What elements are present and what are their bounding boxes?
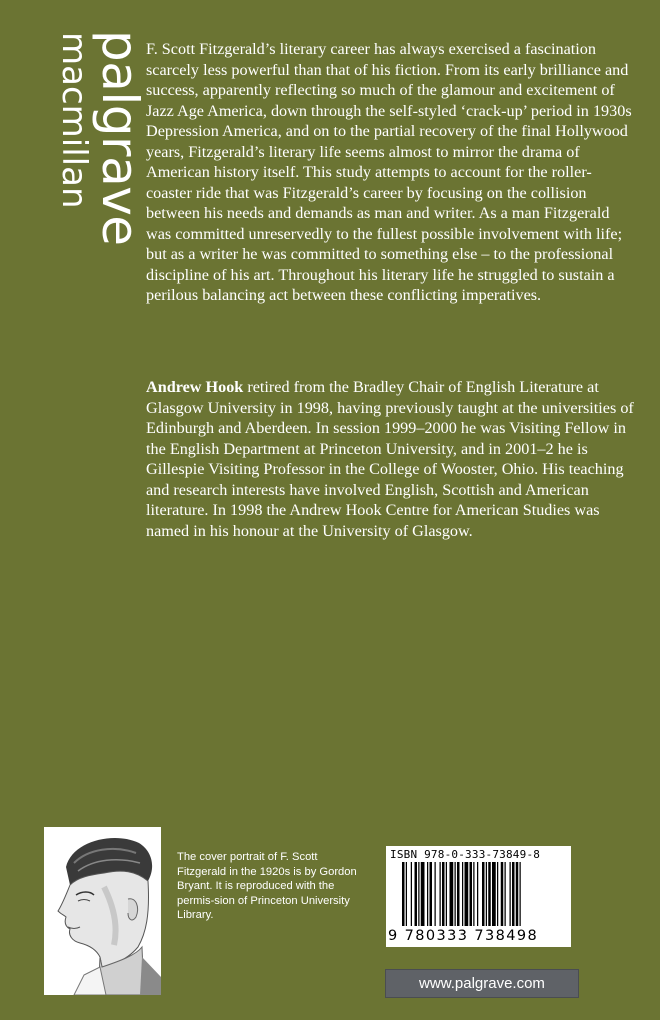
author-bio	[146, 377, 634, 541]
fitzgerald-portrait-image	[44, 827, 161, 995]
palgrave-website-link[interactable]: www.palgrave.com	[385, 969, 579, 998]
author-name: Andrew Hook	[146, 378, 244, 396]
barcode-bars-icon	[402, 862, 562, 928]
isbn-label: ISBN 978-0-333-73849-8	[390, 848, 541, 861]
logo-text-rotated	[54, 30, 149, 246]
portrait-caption: The cover portrait of F. Scott Fitzgerald in the 1920s is by Gordon Bryant. It is reproduced with the permis-sion of Princeton University Library.	[177, 851, 357, 921]
book-blurb: F. Scott Fitzgerald’s literary career has always exercised a fascination scarcely less powerful than that of his fiction. From its early brilliance and success, apparently reflecting so much of the glamour and excitement of Jazz Age America, down through the self-styled ‘crack-up’ period in 1930s Depression America, and on to the partial recovery of the final Hollywood years, Fitzgerald’s literary life seems almost to mirror the drama of American history itself. This study attempts to account for the roller-coaster ride that was Fitzgerald’s career by focusing on the collision between his needs and demands as man and writer. As a man Fitzgerald was committed unreservedly to the fullest possible involvement with life; but as a writer he was committed to something else – to the professional discipline of his art. Throughout his literary life he struggled to sustain a perilous balancing act between these conflicting imperatives.	[146, 40, 632, 304]
logo-line-macmillan: macmillan	[54, 32, 94, 209]
palgrave-macmillan-logo	[28, 30, 149, 250]
portrait-sketch-icon	[44, 827, 161, 995]
author-bio-text: retired from the Bradley Chair of English Literature at Glasgow University in 1998, having previously taught at the universities of Edinburgh and Aberdeen. In session 1999–2000 he was Visiting Fellow in the English Department at Princeton University, and in 2001–2 he is Gillespie Visiting Professor in the College of Wooster, Ohio. His teaching and research interests have involved English, Scottish and American literature. In 1998 the Andrew Hook Centre for American Studies was named in his honour at the University of Glasgow.	[146, 378, 634, 540]
logo-line-palgrave: palgrave	[91, 30, 149, 246]
isbn-barcode	[386, 846, 571, 947]
isbn-digits: 9 780333 738498	[388, 928, 539, 944]
